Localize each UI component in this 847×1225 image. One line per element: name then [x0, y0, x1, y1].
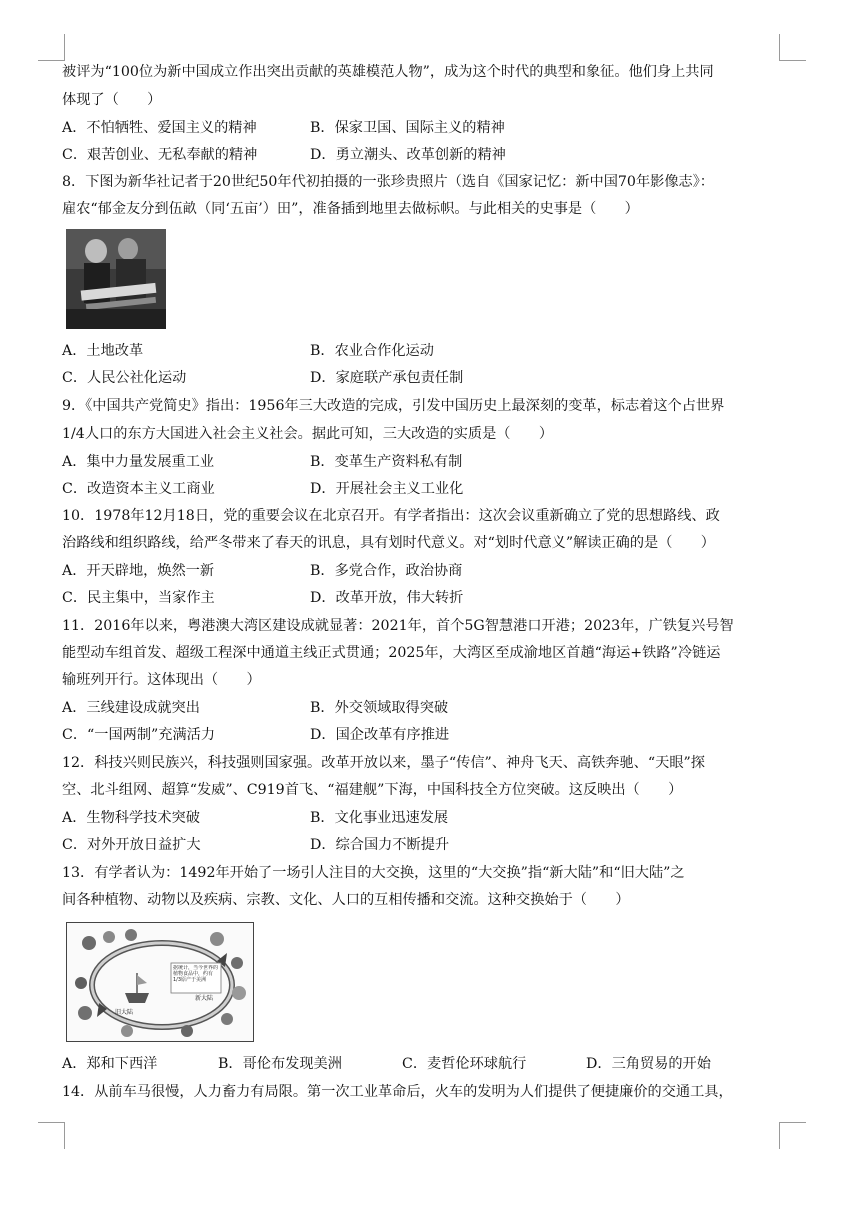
q12-stem-line-2: 空、北斗组网、超算“发威”、C919首飞、“福建舰”下海，中国科技全方位突破。这反映出（ ）	[62, 782, 683, 798]
q8-option-b: B．农业合作化运动	[310, 343, 434, 359]
q9-option-c: C．改造资本主义工商业	[62, 481, 215, 497]
q14-stem-line-1: 14．从前车马很慢，人力畜力有局限。第一次工业革命后，火车的发明为人们提供了便捷廉价的交通工具，	[62, 1084, 733, 1100]
q11-stem-line-3: 输班列开行。这体现出（ ）	[62, 672, 261, 688]
q11-stem-line-1: 11．2016年以来，粤港澳大湾区建设成就显著：2021年，首个5G智慧港口开港；2023年，广铁复兴号智	[62, 618, 734, 634]
crop-mark-bottom-right	[779, 1122, 806, 1149]
q11-option-d: D．国企改革有序推进	[310, 727, 450, 743]
q9-stem-line-1: 9．《中国共产党简史》指出：1956年三大改造的完成，引发中国历史上最深刻的变革，标志着这个占世界	[62, 398, 725, 414]
crop-mark-top-left	[38, 34, 65, 61]
land-reform-photo	[66, 229, 166, 329]
q9-option-d: D．开展社会主义工业化	[310, 481, 464, 497]
q8-stem-line-1: 8．下图为新华社记者于20世纪50年代初拍摄的一张珍贵照片（选自《国家记忆：新中国70年影像志》：	[62, 174, 714, 190]
q9-option-a: A．集中力量发展重工业	[62, 454, 215, 470]
q13-option-b: B．哥伦布发现美洲	[218, 1056, 342, 1072]
q12-option-d: D．综合国力不断提升	[310, 837, 450, 853]
q7-stem-line-1: 被评为“100位为新中国成立作出突出贡献的英雄模范人物”，成为这个时代的典型和象征。他们身上共同	[62, 64, 714, 80]
q8-option-d: D．家庭联产承包责任制	[310, 370, 464, 386]
q10-stem-line-1: 10．1978年12月18日，党的重要会议在北京召开。有学者指出：这次会议重新确立了党的思想路线、政	[62, 508, 720, 524]
q13-option-d: D．三角贸易的开始	[586, 1056, 711, 1072]
q10-option-c: C．民主集中，当家作主	[62, 590, 215, 606]
q13-stem-line-2: 间各种植物、动物以及疾病、宗教、文化、人口的互相传播和交流。这种交换始于（ ）	[62, 892, 630, 908]
crop-mark-top-right	[779, 34, 806, 61]
q12-option-c: C．对外开放日益扩大	[62, 837, 201, 853]
columbian-exchange-diagram	[66, 922, 254, 1042]
q11-option-c: C．“一国两制”充满活力	[62, 727, 216, 743]
q13-option-a: A．郑和下西洋	[62, 1056, 158, 1072]
q12-option-a: A．生物科学技术突破	[62, 810, 200, 826]
q7-option-b: B．保家卫国、国际主义的精神	[310, 120, 505, 136]
q10-stem-line-2: 治路线和组织路线，给严冬带来了春天的讯息，具有划时代意义。对“划时代意义”解读正确的是（ ）	[62, 535, 715, 551]
q7-option-a: A．不怕牺牲、爱国主义的精神	[62, 120, 257, 136]
diagram-note: 据统计，当今世界的植物食品中，约有1/3原产于美洲	[173, 965, 219, 983]
q13-option-c: C．麦哲伦环球航行	[402, 1056, 527, 1072]
diagram-label-new-world: 新大陆	[195, 995, 214, 1002]
q10-option-b: B．多党合作，政治协商	[310, 563, 463, 579]
q11-stem-line-2: 能型动车组首发、超级工程深中通道主线正式贯通；2025年，大湾区至成渝地区首趟“海运+铁路”冷链运	[62, 645, 721, 661]
q7-stem-line-2: 体现了（ ）	[62, 92, 162, 108]
q10-option-a: A．开天辟地，焕然一新	[62, 563, 215, 579]
q7-option-d: D．勇立潮头、改革创新的精神	[310, 147, 506, 163]
q8-option-a: A．土地改革	[62, 343, 144, 359]
q12-stem-line-1: 12．科技兴则民族兴，科技强则国家强。改革开放以来，墨子“传信”、神舟飞天、高铁奔驰、“天眼”探	[62, 755, 705, 771]
q8-option-c: C．人民公社化运动	[62, 370, 187, 386]
crop-mark-bottom-left	[38, 1122, 65, 1149]
q8-stem-line-2: 雇农“郁金友分到伍畝（同‘五亩’）田”，准备插到地里去做标帜。与此相关的史事是（ ）	[62, 201, 639, 217]
q7-option-c: C．艰苦创业、无私奉献的精神	[62, 147, 258, 163]
q11-option-b: B．外交领域取得突破	[310, 700, 449, 716]
q11-option-a: A．三线建设成就突出	[62, 700, 200, 716]
q9-stem-line-2: 1/4人口的东方大国进入社会主义社会。据此可知，三大改造的实质是（ ）	[62, 426, 554, 442]
q9-option-b: B．变革生产资料私有制	[310, 454, 463, 470]
q12-option-b: B．文化事业迅速发展	[310, 810, 449, 826]
diagram-label-old-world: 旧大陆	[115, 1009, 134, 1016]
q10-option-d: D．改革开放，伟大转折	[310, 590, 464, 606]
q13-stem-line-1: 13．有学者认为：1492年开始了一场引人注目的大交换，这里的“大交换”指“新大陆”和“旧大陆”之	[62, 865, 685, 881]
